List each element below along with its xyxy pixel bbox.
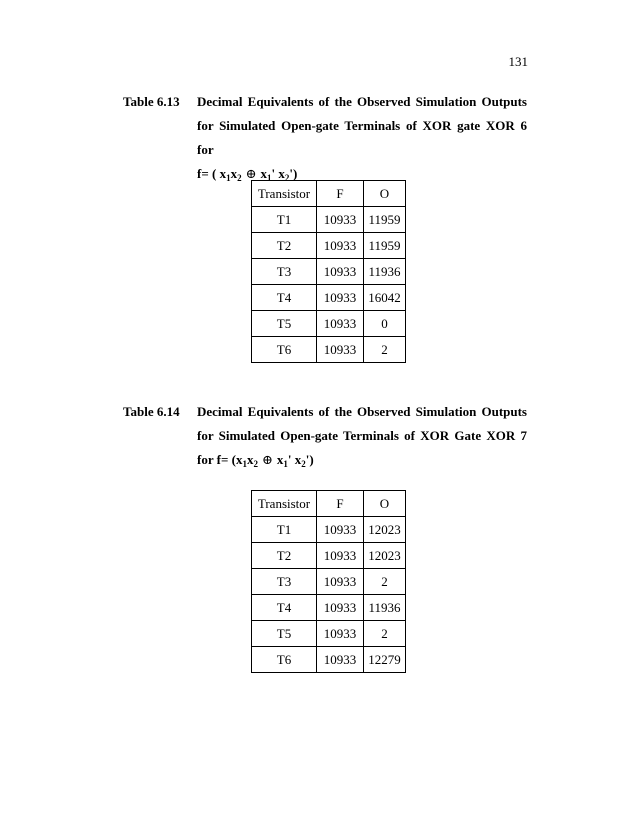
column-header: Transistor xyxy=(252,181,317,207)
table-cell: T6 xyxy=(252,647,317,673)
table-cell: 12023 xyxy=(364,543,406,569)
table-label: Table 6.13 xyxy=(123,94,180,109)
table-cell: T3 xyxy=(252,259,317,285)
table-cell: T4 xyxy=(252,595,317,621)
table-cell: T3 xyxy=(252,569,317,595)
table-header-row xyxy=(252,491,406,517)
table-row xyxy=(252,595,406,621)
table-cell: 11959 xyxy=(364,207,406,233)
caption-text xyxy=(197,90,527,186)
table-cell: 2 xyxy=(364,337,406,363)
table-cell: 0 xyxy=(364,311,406,337)
table-header-row xyxy=(252,181,406,207)
caption-formula: f= ( $x_1x_2$ ⊕ $x_1'$ $x_2'$) xyxy=(197,166,298,183)
caption-line: for Simulated Open-gate Terminals of XOR Gate XOR 7 xyxy=(197,428,527,443)
table-cell: T5 xyxy=(252,621,317,647)
table-cell: T2 xyxy=(252,233,317,259)
table-cell: 10933 xyxy=(317,517,364,543)
table-cell: 10933 xyxy=(317,337,364,363)
column-header: F xyxy=(317,491,364,517)
table-row xyxy=(252,311,406,337)
table-cell: 10933 xyxy=(317,285,364,311)
table-cell: 10933 xyxy=(317,311,364,337)
oplus-symbol: ⊕ xyxy=(261,452,273,467)
table-cell: 16042 xyxy=(364,285,406,311)
caption-text xyxy=(197,400,527,472)
caption-line: Decimal Equivalents of the Observed Simulation Outputs xyxy=(197,404,527,419)
table-row xyxy=(252,543,406,569)
table-cell: 12023 xyxy=(364,517,406,543)
table-cell: 10933 xyxy=(317,543,364,569)
table-cell: T1 xyxy=(252,517,317,543)
table-cell: 10933 xyxy=(317,207,364,233)
table-cell: T1 xyxy=(252,207,317,233)
data-table-6-13 xyxy=(251,180,406,363)
table-row xyxy=(252,647,406,673)
table-cell: T5 xyxy=(252,311,317,337)
table-caption-6-13 xyxy=(123,90,527,186)
table-row xyxy=(252,259,406,285)
table-cell: 10933 xyxy=(317,233,364,259)
table-cell: 10933 xyxy=(317,621,364,647)
oplus-symbol: ⊕ xyxy=(245,166,257,181)
table-row xyxy=(252,207,406,233)
table-cell: T2 xyxy=(252,543,317,569)
table-cell: 12279 xyxy=(364,647,406,673)
caption-formula: for $f= (x_1x_2$ ⊕ $x_1'$ $x_2'$) xyxy=(197,452,314,469)
table-row xyxy=(252,569,406,595)
table-cell: T4 xyxy=(252,285,317,311)
table-cell: T6 xyxy=(252,337,317,363)
table-cell: 10933 xyxy=(317,259,364,285)
data-table-6-14 xyxy=(251,490,406,673)
table-label: Table 6.14 xyxy=(123,404,180,419)
table-cell: 11936 xyxy=(364,259,406,285)
column-header: Transistor xyxy=(252,491,317,517)
table-row xyxy=(252,285,406,311)
table-cell: 11936 xyxy=(364,595,406,621)
table-cell: 10933 xyxy=(317,569,364,595)
table-cell: 10933 xyxy=(317,647,364,673)
page-number: 131 xyxy=(508,54,528,69)
table-cell: 2 xyxy=(364,569,406,595)
caption-line: Decimal Equivalents of the Observed Simulation Outputs xyxy=(197,94,527,109)
column-header: F xyxy=(317,181,364,207)
table-row xyxy=(252,517,406,543)
table-cell: 10933 xyxy=(317,595,364,621)
table-cell: 11959 xyxy=(364,233,406,259)
table-cell: 2 xyxy=(364,621,406,647)
table-caption-6-14 xyxy=(123,400,527,472)
table-row xyxy=(252,337,406,363)
column-header: O xyxy=(364,181,406,207)
table-row xyxy=(252,621,406,647)
column-header: O xyxy=(364,491,406,517)
table-row xyxy=(252,233,406,259)
caption-line: for Simulated Open-gate Terminals of XOR gate XOR 6 for xyxy=(197,118,527,157)
